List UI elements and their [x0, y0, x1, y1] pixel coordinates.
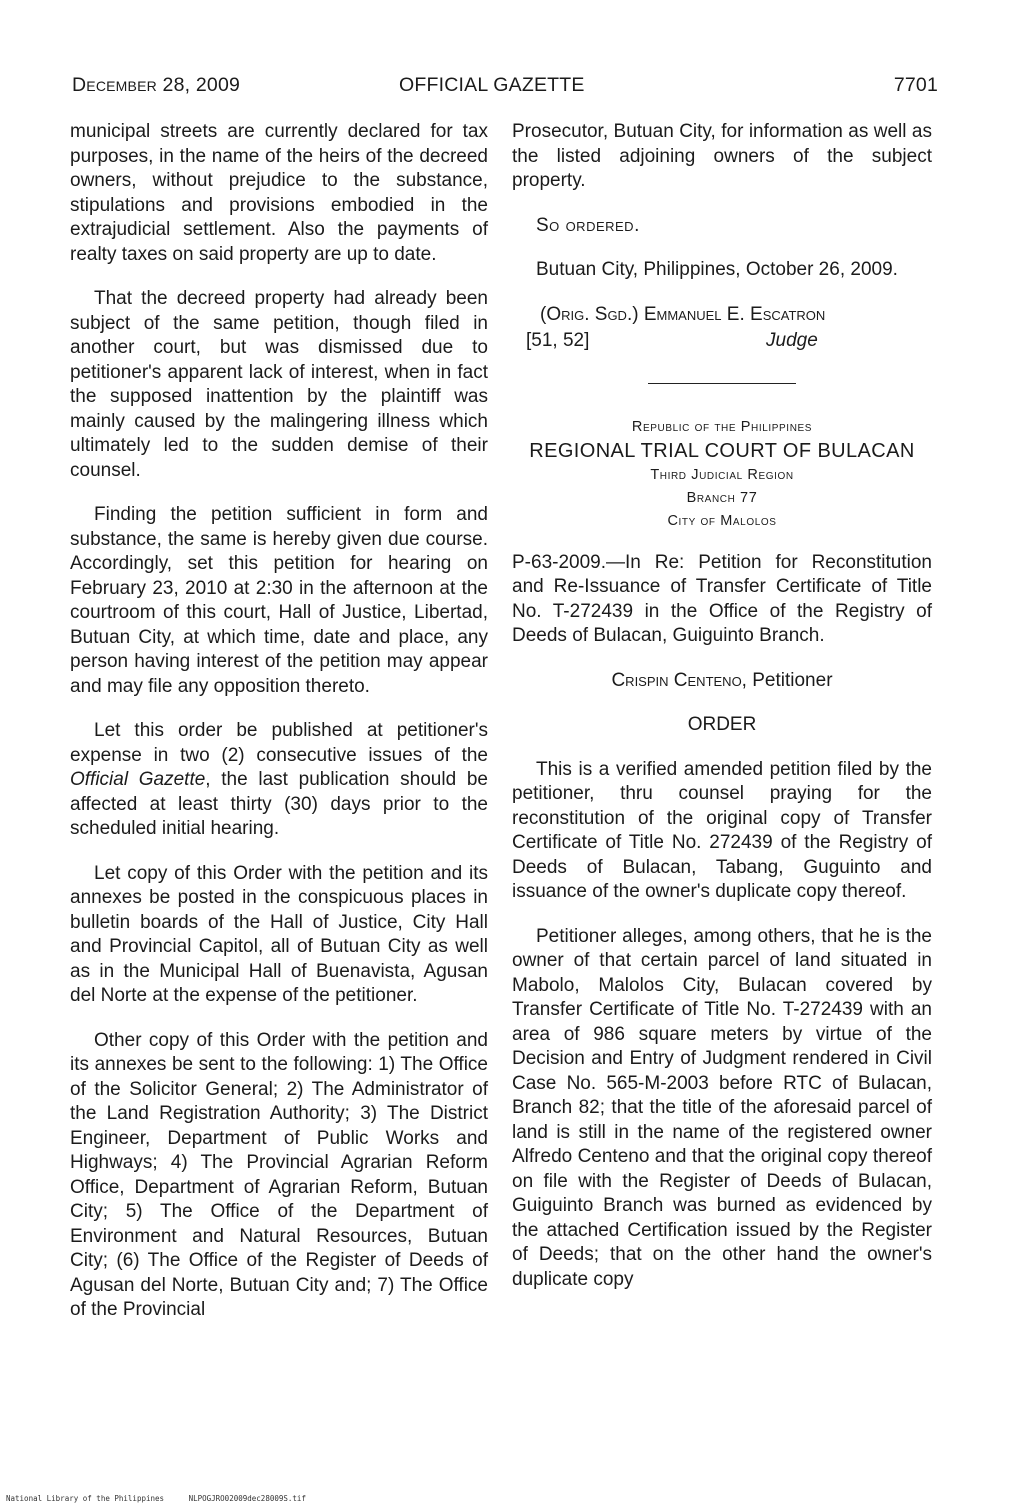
court-name: REGIONAL TRIAL COURT OF BULACAN — [529, 439, 915, 462]
paragraph: Prosecutor, Butuan City, for information as well as the listed adjoining owners of the subject property. — [512, 121, 932, 191]
right-column — [512, 120, 932, 1312]
paragraph-text: , the last publication should be affected at least thirty (30) days prior to the scheduled initial hearing. — [70, 769, 488, 839]
signature-block — [526, 303, 932, 355]
library-credit: National Library of the Philippines — [6, 1494, 165, 1503]
petitioner-label: Petitioner — [752, 669, 833, 691]
date-line: Butuan City, Philippines, October 26, 2009. — [536, 259, 898, 280]
so-ordered: So ordered. — [536, 214, 640, 236]
order-heading: ORDER — [687, 714, 757, 735]
paragraph: This is a verified amended petition filed by the petitioner, thru counsel praying for the reconstitution of the original copy of Transfer Certificate of Title No. 272439 of the Registry of Deeds of Bulacan, Tabang, Guguinto and issuance of the owner's duplicate copy thereof. — [512, 758, 932, 902]
case-number: P-63-2009.—In Re: — [512, 551, 685, 573]
court-city: City of Malolos — [667, 512, 777, 529]
paragraph — [70, 719, 488, 842]
paragraph: Petitioner alleges, among others, that he is the owner of that certain parcel of land situated in Mabolo, Malolos City, Bulacan covered by Transfer Certificate of Title No. T-272439 with an area of 986 square meters by virtue of the Decision and Entry of Judgment rendered in Civil Case No. 565-M-2003 before RTC of Bulacan, Branch 82; that the title of the aforesaid parcel of land is still in the name of the registered owner Alfredo Centeno and that the original copy thereof on file with the Register of Deeds of Bulacan, Guiguinto Branch was burned as evidenced by the attached Certification issued by the Register of Deeds; that on the other hand the owner's duplicate copy — [512, 925, 932, 1290]
issue-date: December 28, 2009 — [72, 74, 241, 96]
scan-filename: NLPOGJRO02009dec28009S.tif — [188, 1494, 306, 1503]
page-number: 7701 — [893, 74, 938, 96]
paragraph: municipal streets are currently declared for tax purposes, in the name of the heirs of the decreed owners, without prejudice to the substance, stipulations and provisions embodied in the extrajudicial settlement. Also the payments of realty taxes on said property are up to date. — [70, 121, 488, 265]
publication-title: OFFICIAL GAZETTE — [399, 74, 585, 96]
republic-line: Republic of the Philippines — [631, 418, 813, 435]
scan-footer — [6, 1494, 326, 1503]
paragraph: That the decreed property had already been subject of the same petition, though filed in another court, but was dismissed due to petitioner's apparent lack of interest, when in fact the supposed inattention by the plaintiff was mainly caused by the malingering illness which ultimately led to the sudden demise of their counsel. — [70, 288, 488, 481]
petitioner-name: Crispin Centeno, — [611, 669, 747, 691]
paragraph-text: Let this order be published at petitioner's expense in two (2) consecutive issues of the — [70, 720, 488, 766]
court-branch: Branch 77 — [686, 489, 758, 506]
gazette-name: Official Gazette — [70, 769, 206, 790]
case-title: Petition for Reconstitution and Re-Issuance of Transfer Certificate of Title No. T-272439 in the Office of the Registry of Deeds of Bulacan, Guiguinto Branch. — [512, 551, 932, 646]
judge-title: Judge — [766, 329, 818, 351]
section-divider — [648, 383, 796, 384]
bracket-reference: [51, 52] — [526, 329, 590, 351]
petitioner-line — [512, 669, 932, 694]
paragraph: Let copy of this Order with the petition and its annexes be posted in the conspicuous places in bulletin boards of the Hall of Justice, City Hall and Provincial Capitol, all of Butuan City as well as in the Municipal Hall of Buenavista, Agusan del Norte at the expense of the petitioner. — [70, 862, 488, 1006]
judge-signature: (Orig. Sgd.) Emmanuel E. Escatron — [540, 303, 826, 325]
case-caption — [512, 551, 932, 649]
page-header — [72, 74, 938, 104]
court-heading — [512, 416, 932, 533]
left-column — [70, 120, 488, 1343]
paragraph: Finding the petition sufficient in form and substance, the same is hereby given due course. Accordingly, set this petition for hearing on February 23, 2010 at 2:30 in the afternoon at the courtroom of this court, Hall of Justice, Libertad, Butuan City, at which time, date and place, any person having interest of the petition may appear and may file any opposition thereto. — [70, 504, 488, 697]
judicial-region: Third Judicial Region — [650, 466, 794, 483]
paragraph: Other copy of this Order with the petition and its annexes be sent to the following: 1) The Office of the Solicitor General; 2) The Administrator of the Land Registration Authority; 3) The District Engineer, Department of Public Works and Highways; 4) The Provincial Agrarian Reform Office, Department of Agrarian Reform, Butuan City; 5) The Office of the Department of Environment and Natural Resources, Butuan City; (6) The Office of the Register of Deeds of Agusan del Norte, Butuan City and; 7) The Office of the Provincial — [70, 1029, 488, 1320]
